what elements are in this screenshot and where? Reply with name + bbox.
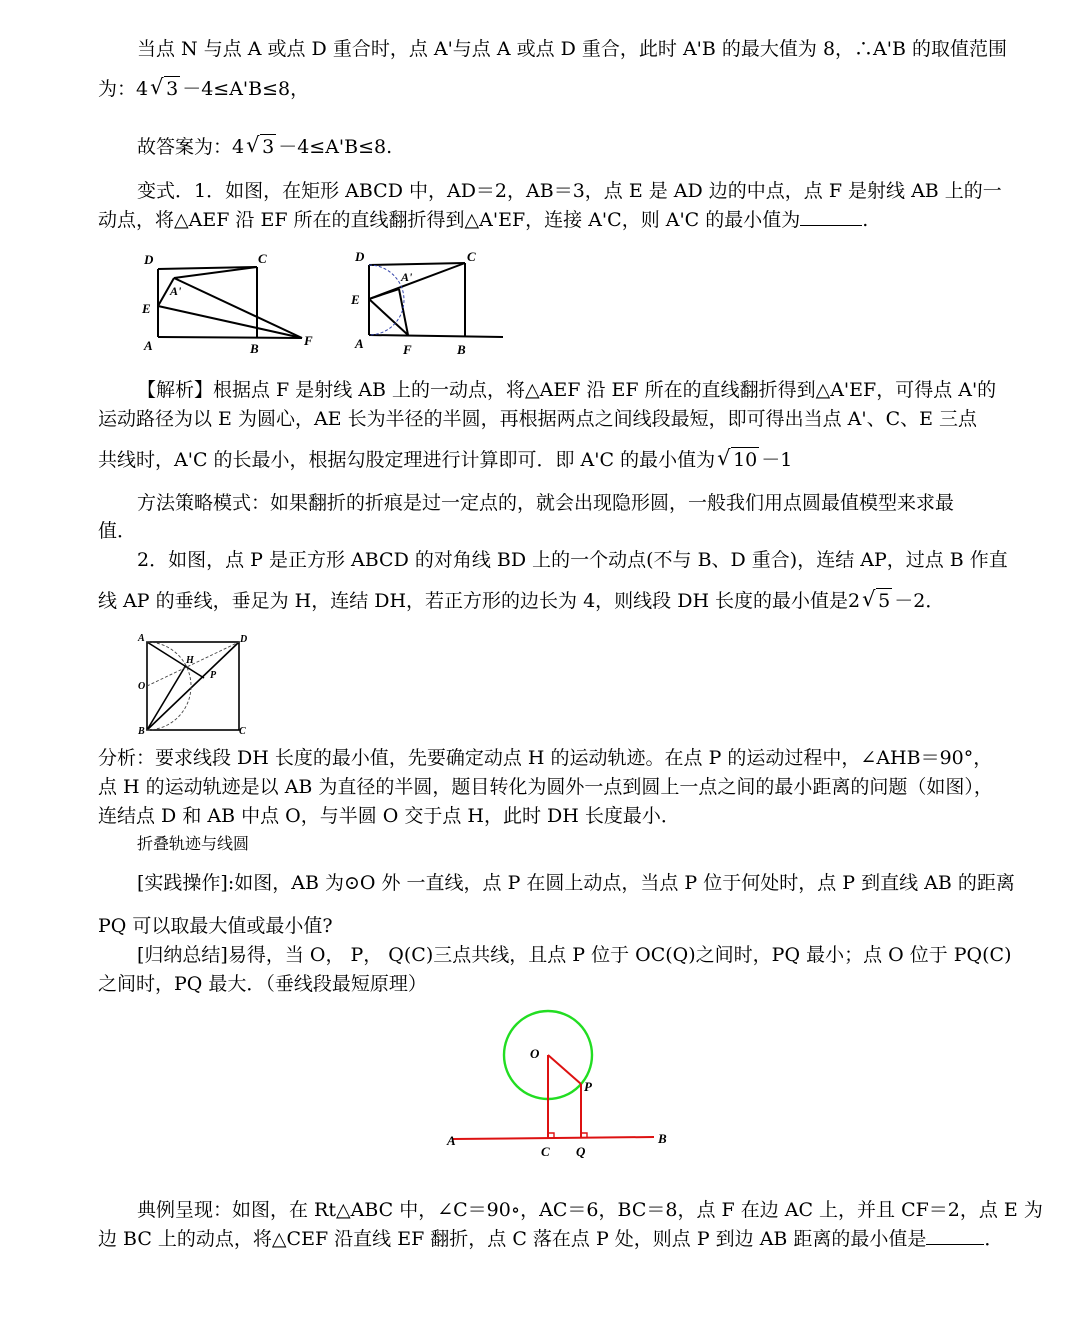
label-D: D <box>144 252 154 267</box>
label-B: B <box>250 341 259 356</box>
para-1-line-2: 为：4√ 3 －4≤A'B≤8， <box>98 76 309 102</box>
practice-line-1: [实践操作]:如图，AB 为⊙O 外 一直线，点 P 在圆上动点，当点 P 位于何处时，点 P 到直线 AB 的距离 <box>137 872 1015 894</box>
label-A-prime: A' <box>401 270 413 284</box>
strategy-line-1: 方法策略模式：如果翻折的折痕是过一定点的，就会出现隐形圆，一般我们用点圆最值模型来求最 <box>137 492 955 514</box>
label-P: P <box>584 1079 592 1094</box>
label-O: O <box>530 1046 540 1061</box>
label-H: H <box>186 655 194 666</box>
variant-line-1: 变式．1．如图，在矩形 ABCD 中，AD＝2，AB＝3，点 E 是 AD 边的中点，点 F 是射线 AB 上的一 <box>137 180 1002 202</box>
question-2-line-2: 线 AP 的垂线，垂足为 H，连结 DH，若正方形的边长为 4，则线段 DH 长度的最小值是2√ 5 －2． <box>98 588 944 614</box>
sqrt-3-answer: √ 3 <box>246 134 276 160</box>
analysis-line-2: 点 H 的运动轨迹是以 AB 为直径的半圆，题目转化为圆外一点到圆上一点之间的最小距离的问题（如图）， <box>98 776 993 798</box>
label-F: F <box>304 333 313 348</box>
sqrt-3: √ 3 <box>150 76 180 102</box>
label-F: F <box>403 342 412 357</box>
analysis-line-3: 连结点 D 和 AB 中点 O，与半圆 O 交于点 H，此时 DH 长度最小． <box>98 805 680 827</box>
solution-line-1: 【解析】根据点 F 是射线 AB 上的一动点，将△AEF 沿 EF 所在的直线翻折得到△A'EF，可得点 A'的 <box>137 379 997 401</box>
label-A-prime: A' <box>170 284 182 298</box>
figure-circle-line <box>440 1005 680 1170</box>
label-B: B <box>658 1131 667 1146</box>
analysis-line-1: 分析：要求线段 DH 长度的最小值，先要确定动点 H 的运动轨迹。在点 P 的运动过程中，∠AHB＝90°， <box>98 747 993 769</box>
label-C: C <box>467 249 476 264</box>
label-C: C <box>541 1144 550 1159</box>
strategy-line-2: 值． <box>98 520 137 542</box>
label-D: D <box>240 634 248 645</box>
label-Q: Q <box>576 1144 586 1159</box>
label-B: B <box>138 726 145 737</box>
figure-rectangle-fold-left <box>140 250 330 358</box>
example-line-1: 典例呈现：如图，在 Rt△ABC 中，∠C＝90∘，AC＝6，BC＝8，点 F 在边 AC 上，并且 CF＝2，点 E 为 <box>137 1199 1043 1221</box>
sqrt-10: √ 10 <box>717 447 759 473</box>
segment-OP <box>548 1055 581 1084</box>
label-A: A <box>447 1133 456 1148</box>
solution-line-3: 共线时，A'C 的长最小，根据勾股定理进行计算即可．即 A'C 的最小值为√ 10 －1 <box>98 447 792 473</box>
label-E: E <box>351 292 360 307</box>
label-A: A <box>138 633 145 644</box>
answer-line: 故答案为：4√ 3 －4≤A'B≤8. <box>137 134 392 160</box>
practice-line-2: PQ 可以取最大值或最小值? <box>98 915 333 937</box>
label-A: A <box>355 336 364 351</box>
dashed-semicircle <box>369 265 404 335</box>
label-E: E <box>142 301 151 316</box>
label-A: A <box>144 338 153 353</box>
summary-line-1: [归纳总结]易得，当 O， P， Q(C)三点共线，且点 P 位于 OC(Q)之间时，PQ 最小；点 O 位于 PQ(C) <box>137 944 1012 966</box>
label-C: C <box>239 726 246 737</box>
label-B: B <box>457 342 466 357</box>
figure-square-abcd <box>136 632 256 736</box>
para-1-line-1: 当点 N 与点 A 或点 D 重合时，点 A'与点 A 或点 D 重合，此时 A'B 的最大值为 8，∴A'B 的取值范围 <box>137 38 1007 60</box>
label-P: P <box>210 670 217 681</box>
label-C: C <box>258 251 267 266</box>
variant-line-2: 动点，将△AEF 沿 EF 所在的直线翻折得到△A'EF，连接 A'C，则 A'C 的最小值为 . <box>98 209 869 231</box>
question-2-line-1: 2．如图，点 P 是正方形 ABCD 的对角线 BD 上的一个动点(不与 B、D 重合)，连结 AP，过点 B 作直 <box>137 549 1008 571</box>
label-O: O <box>138 681 146 692</box>
solution-line-2: 运动路径为以 E 为圆心，AE 长为半径的半圆，再根据两点之间线段最短，即可得出当点 A'、C、E 三点 <box>98 408 978 430</box>
label-D: D <box>355 249 365 264</box>
example-line-2: 边 BC 上的动点，将△CEF 沿直线 EF 翻折，点 C 落在点 P 处，则点 P 到边 AB 距离的最小值是 ． <box>98 1228 1004 1250</box>
section-heading: 折叠轨迹与线圆 <box>137 834 250 853</box>
figure-rectangle-fold-right <box>345 248 515 358</box>
summary-line-2: 之间时，PQ 最大．（垂线段最短原理） <box>98 973 427 995</box>
sqrt-5: √ 5 <box>862 588 892 614</box>
